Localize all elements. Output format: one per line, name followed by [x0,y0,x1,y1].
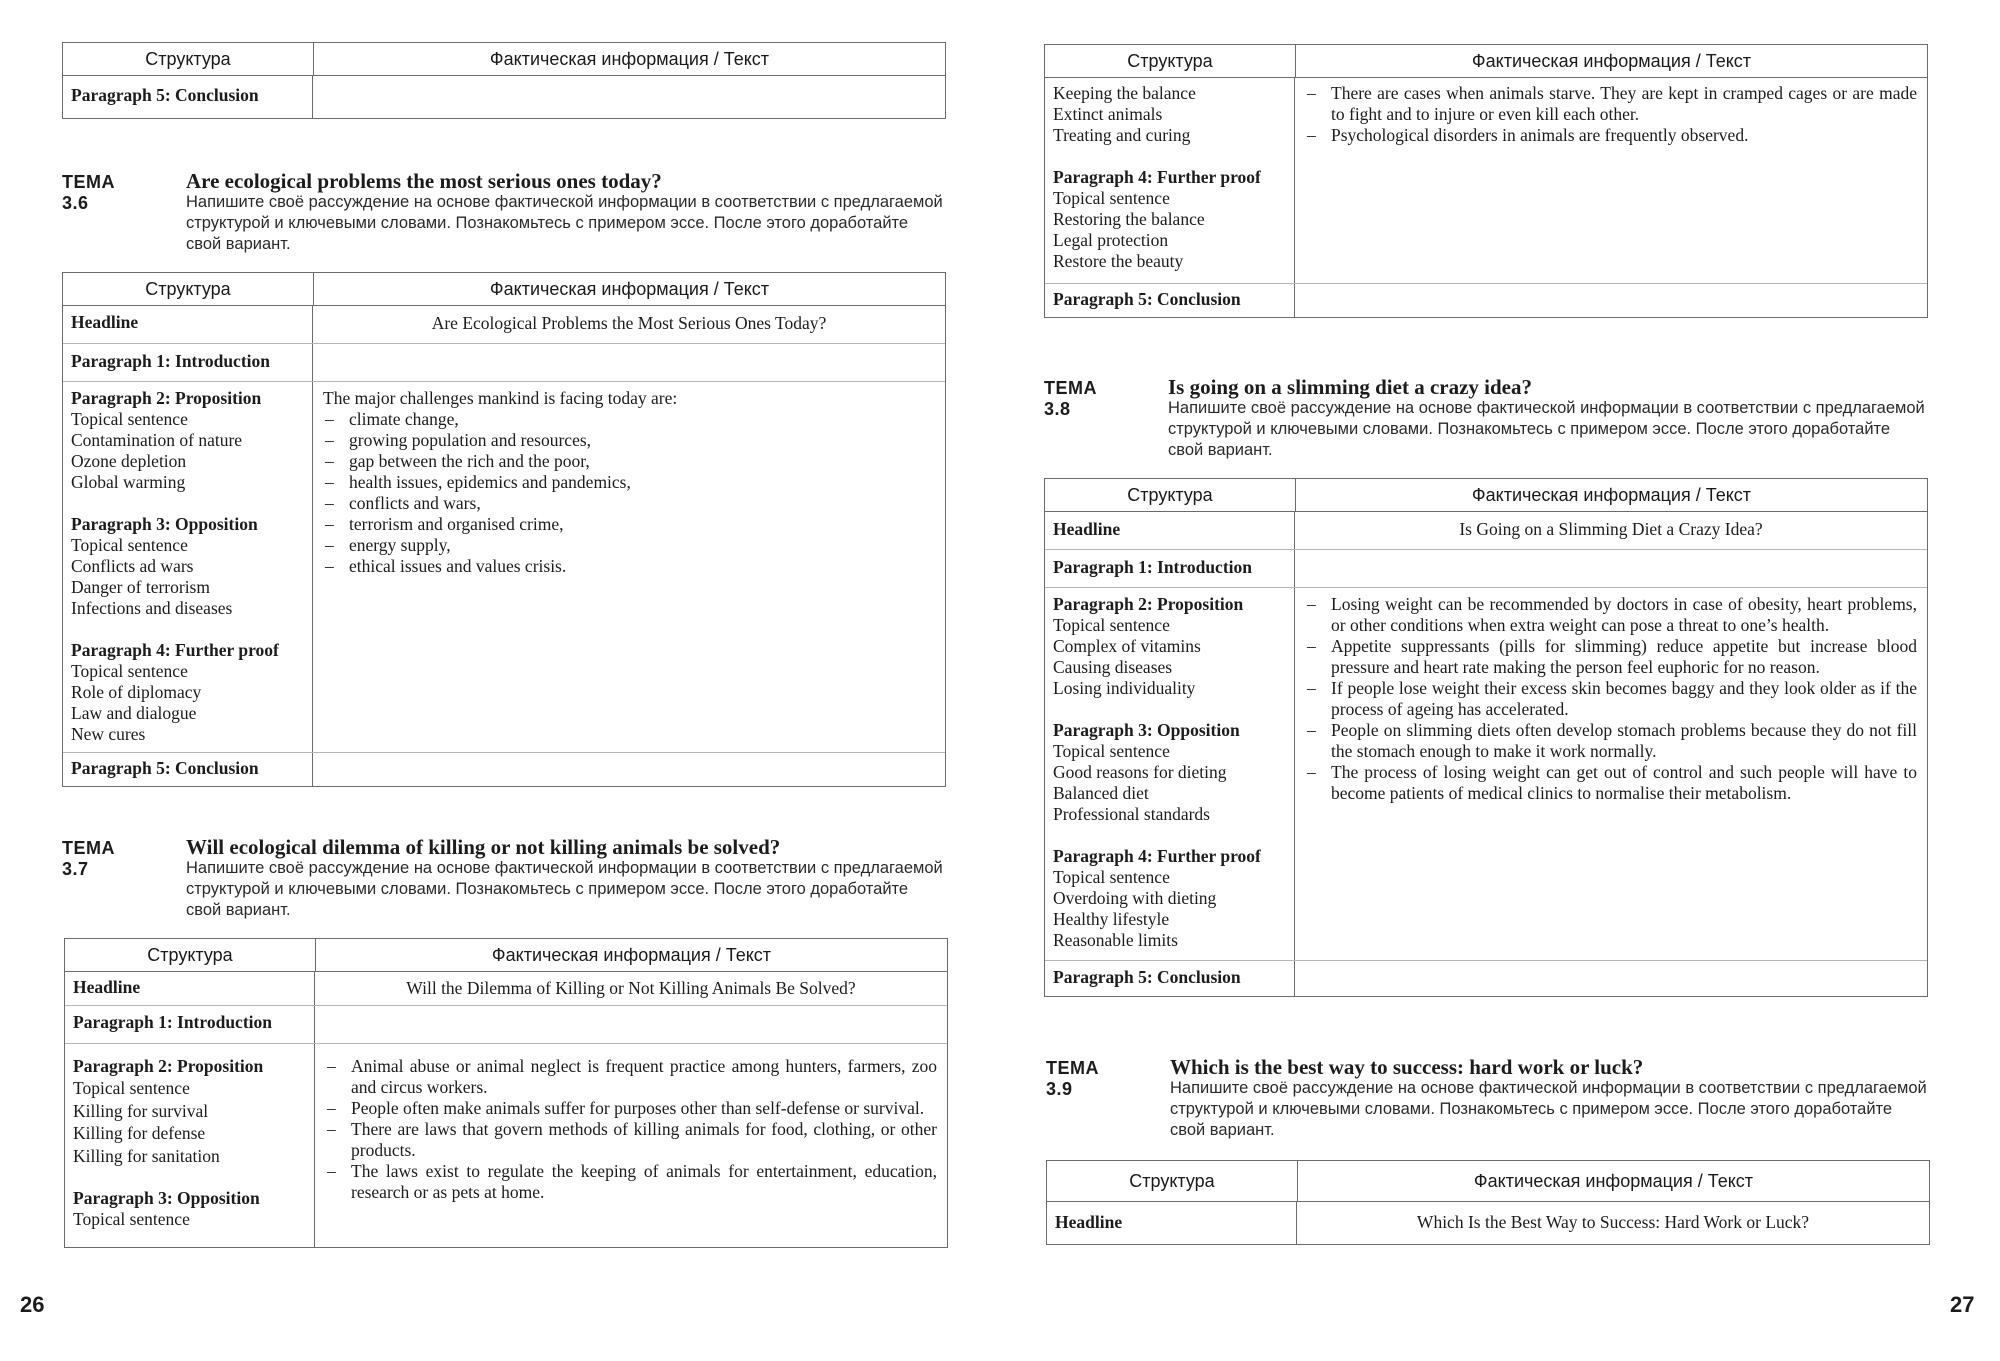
list-item: – If people lose weight their excess skin becomes baggy and they look older as if the process of ageing has accelerated. [1305,678,1917,720]
list-item: – There are laws that govern methods of killing animals for food, clothing, or other products. [325,1119,937,1161]
intro-label: Paragraph 1: Introduction [63,344,313,381]
col-info-header: Фактическая информация / Текст [1473,1170,1754,1191]
structure-cell [1045,588,1295,960]
table-row-conclusion [63,753,945,786]
challenge-list [323,409,935,577]
table-row-headline [65,972,947,1006]
p3-label: Paragraph 3: Opposition [1053,720,1240,740]
keyword: Balanced diet [1053,783,1149,803]
p3-label: Paragraph 3: Opposition [71,514,258,534]
table-row-body [1045,588,1927,961]
col-info-header: Фактическая информация / Текст [491,944,772,965]
tema-number: ТЕМА 3.6 [62,172,115,213]
keyword: Complex of vitamins [1053,636,1201,656]
table-row-intro [65,1006,947,1044]
keyword: Losing individuality [1053,678,1196,698]
intro-text [313,344,945,381]
topic-instruction: Напишите своё рассуждение на основе фактической информации в соответствии с предлагаемой структурой и ключевыми словами. Познакомьтесь с примером эссе. После этого доработайте свой вариант. [186,193,943,253]
fact-list [325,1056,937,1203]
intro-label: Paragraph 1: Introduction [1045,550,1295,587]
keyword: Causing diseases [1053,657,1173,677]
keyword: Topical sentence [71,409,188,429]
list-item: – The process of losing weight can get out of control and such people will have to become patients of medical clinics to normalise their metabolism. [1305,762,1917,804]
list-item: – climate change, [323,409,935,430]
table-row [63,76,945,118]
headline-text: Are Ecological Problems the Most Serious Ones Today? [431,313,827,333]
list-item: – Psychological disorders in animals are frequently observed. [1305,125,1917,146]
col-info-header: Фактическая информация / Текст [1471,484,1752,505]
col-structure-header: Структура [63,43,314,75]
intro-text [1295,550,1927,587]
keyword: Law and dialogue [71,703,197,723]
conclusion-label: Paragraph 5: Conclusion [1045,961,1295,996]
keyword: Topical sentence [1053,867,1170,887]
list-item: – terrorism and organised crime, [323,514,935,535]
list-item: – People often make animals suffer for purposes other than self-defense or survival. [325,1098,937,1119]
text-cell [315,1044,947,1247]
keyword: Danger of terrorism [71,577,210,597]
conclusion-text [313,753,945,786]
col-structure-header: Структура [1047,1161,1298,1201]
keyword: Restore the beauty [1053,251,1184,271]
p2-label: Paragraph 2: Proposition [1053,594,1244,614]
topic-instruction: Напишите своё рассуждение на основе фактической информации в соответствии с предлагаемой структурой и ключевыми словами. Познакомьтесь с примером эссе. После этого доработайте свой вариант. [1168,399,1925,459]
row-label: Paragraph 5: Conclusion [63,76,313,118]
table-row-headline [63,306,945,344]
p4-label: Paragraph 4: Further proof [71,640,279,660]
table-header [1045,479,1927,512]
keyword: Topical sentence [1053,741,1170,761]
keyword: Good reasons for dieting [1053,762,1227,782]
table-header [63,43,945,76]
text-cell [1295,588,1927,960]
keyword: Killing for survival [73,1100,209,1121]
headline-text: Will the Dilemma of Killing or Not Killing Animals Be Solved? [406,978,856,998]
conclusion-label: Paragraph 5: Conclusion [63,753,313,786]
table-row-headline [1047,1202,1929,1244]
p4-label: Paragraph 4: Further proof [1053,167,1261,187]
row-text [313,76,945,118]
keyword: Legal protection [1053,230,1169,250]
col-structure-header: Структура [63,273,314,305]
headline-label: Headline [1047,1202,1297,1244]
keyword: Ozone depletion [71,451,187,471]
p3-label: Paragraph 3: Opposition [73,1188,260,1208]
list-item: – Appetite suppressants (pills for slimming) reduce appetite but increase blood pressure and heart rate making the person feel euphoric for no reason. [1305,636,1917,678]
list-item: – Losing weight can be recommended by doctors in case of obesity, heart problems, or other conditions when extra weight can pose a threat to one’s health. [1305,594,1917,636]
keyword: Global warming [71,472,186,492]
p2-label: Paragraph 2: Proposition [71,388,262,408]
table-topic-3-8 [1044,478,1928,997]
table-row-body [63,382,945,753]
list-item: – The laws exist to regulate the keeping of animals for entertainment, education, research or as pets at home. [325,1161,937,1203]
keyword: Restoring the balance [1053,209,1205,229]
list-item: – ethical issues and values crisis. [323,556,935,577]
page-number: 27 [1950,1292,1975,1317]
topic-title: Are ecological problems the most serious ones today? [186,169,662,193]
table-header [63,273,945,306]
table-continuation-right [1044,44,1928,318]
col-structure-header: Структура [65,939,316,971]
list-item: – health issues, epidemics and pandemics, [323,472,935,493]
keyword: Topical sentence [1053,615,1170,635]
topic-title: Which is the best way to success: hard work or luck? [1170,1055,1644,1079]
keyword: Contamination of nature [71,430,243,450]
col-info-header: Фактическая информация / Текст [1471,50,1752,71]
text-cell [313,382,945,752]
headline-label: Headline [1045,512,1295,549]
table-row-conclusion [1045,961,1927,996]
list-item: – growing population and resources, [323,430,935,451]
table-row-body [65,1044,947,1247]
table-topic-3-9 [1046,1160,1930,1245]
keyword: Topical sentence [71,661,188,681]
tema-number: ТЕМА 3.7 [62,838,115,879]
intro-label: Paragraph 1: Introduction [65,1006,315,1043]
keyword: Topical sentence [73,1209,190,1229]
table-row-conclusion [1045,284,1927,317]
keyword: Killing for sanitation [73,1145,220,1166]
list-item: – gap between the rich and the poor, [323,451,935,472]
table-continuation-left [62,42,946,119]
list-item: – People on slimming diets often develop stomach problems because they do not fill the stomach enough to make it work normally. [1305,720,1917,762]
keyword: Killing for defense [73,1123,206,1143]
keyword: Topical sentence [1053,188,1170,208]
topic-instruction: Напишите своё рассуждение на основе фактической информации в соответствии с предлагаемой структурой и ключевыми словами. Познакомьтесь с примером эссе. После этого доработайте свой вариант. [186,859,943,919]
keyword: Extinct animals [1053,104,1163,124]
keyword: Healthy lifestyle [1053,909,1170,929]
table-header [65,939,947,972]
keyword: Conflicts ad wars [71,556,194,576]
structure-cell [65,1044,315,1247]
keyword: Infections and diseases [71,598,233,618]
topic-instruction: Напишите своё рассуждение на основе фактической информации в соответствии с предлагаемой структурой и ключевыми словами. Познакомьтесь с примером эссе. После этого доработайте свой вариант. [1170,1079,1927,1139]
topic-title: Is going on a slimming diet a crazy idea? [1168,375,1533,399]
tema-number: ТЕМА 3.9 [1046,1058,1099,1099]
col-info-header: Фактическая информация / Текст [489,48,770,69]
list-item: – conflicts and wars, [323,493,935,514]
headline-text: Which Is the Best Way to Success: Hard Work or Luck? [1416,1212,1810,1232]
table-row-body [1045,78,1927,284]
tema-number: ТЕМА 3.8 [1044,378,1097,419]
topic-title: Will ecological dilemma of killing or not killing animals be solved? [186,835,781,859]
list-item: – Animal abuse or animal neglect is frequent practice among hunters, farmers, zoo and circus workers. [325,1056,937,1098]
intro-text [315,1006,947,1043]
table-row-intro [63,344,945,382]
p4-label: Paragraph 4: Further proof [1053,846,1261,866]
keyword: Topical sentence [73,1078,190,1098]
keyword: Keeping the balance [1053,83,1196,103]
keyword: Reasonable limits [1053,930,1178,950]
table-topic-3-6 [62,272,946,787]
fact-list [1305,594,1917,804]
headline-label: Headline [63,306,313,343]
structure-cell [63,382,313,752]
structure-cell [1045,78,1295,283]
keyword: New cures [71,724,146,744]
col-structure-header: Структура [1045,45,1296,77]
list-item: – There are cases when animals starve. They are kept in cramped cages or are made to fight and to injure or even kill each other. [1305,83,1917,125]
keyword: Overdoing with dieting [1053,888,1217,908]
fact-list [1305,83,1917,146]
page-number: 26 [20,1292,45,1317]
table-header [1047,1161,1929,1202]
page-27 [1000,0,2000,1361]
table-header [1045,45,1927,78]
text-intro: The major challenges mankind is facing today are: [323,388,678,408]
keyword: Treating and curing [1053,125,1191,145]
list-item: – energy supply, [323,535,935,556]
col-structure-header: Структура [1045,479,1296,511]
keyword: Professional standards [1053,804,1210,824]
table-row-headline [1045,512,1927,550]
conclusion-text [1295,961,1927,996]
table-topic-3-7 [64,938,948,1248]
headline-label: Headline [65,972,315,1005]
col-info-header: Фактическая информация / Текст [489,278,770,299]
headline-text: Is Going on a Slimming Diet a Crazy Idea? [1459,519,1763,539]
keyword: Topical sentence [71,535,188,555]
conclusion-label: Paragraph 5: Conclusion [1045,284,1295,317]
text-cell [1295,78,1927,283]
p2-label: Paragraph 2: Proposition [73,1056,264,1076]
table-row-intro [1045,550,1927,588]
keyword: Role of diplomacy [71,682,202,702]
conclusion-text [1295,284,1927,317]
